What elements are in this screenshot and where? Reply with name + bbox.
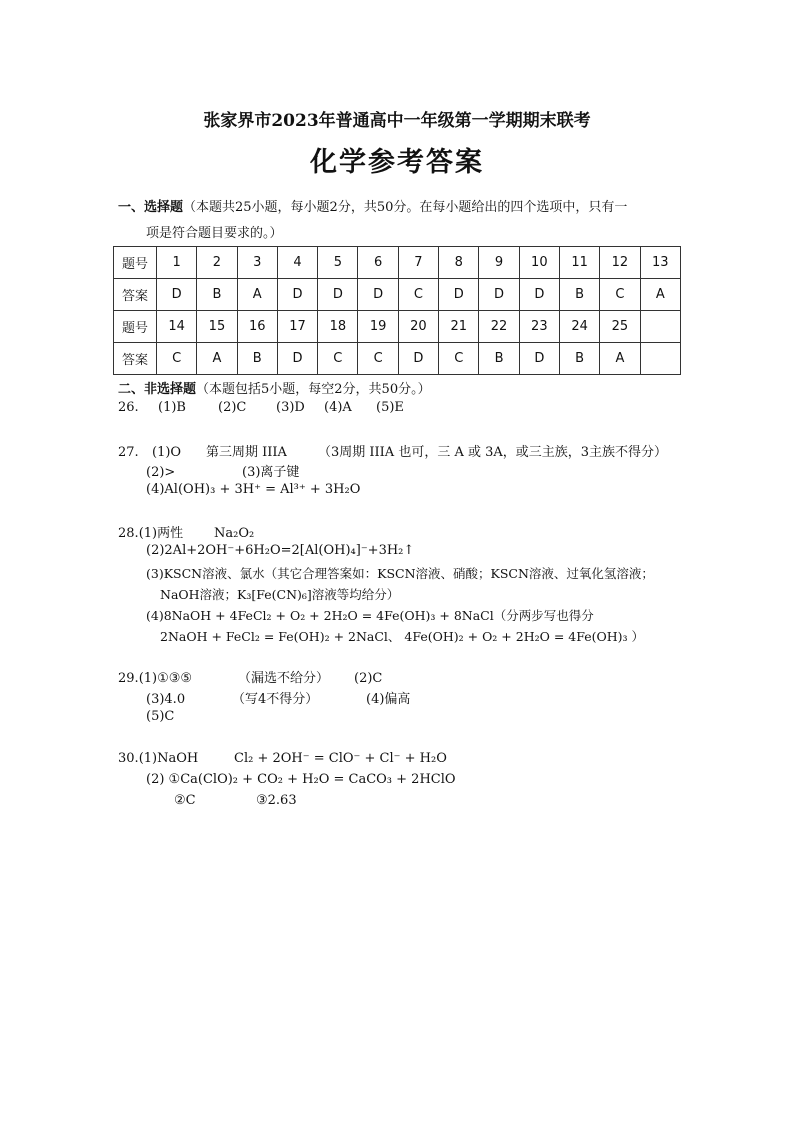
question-number-cell: 4 [277, 247, 317, 279]
q28-answer-2: (2)2Al+2OH⁻+6H₂O=2[Al(OH)₄]⁻+3H₂↑ [146, 543, 415, 558]
question-row [114, 311, 681, 343]
section1-desc-line2: 项是符合题目要求的。） [146, 226, 283, 241]
question-number-cell: 10 [519, 247, 559, 279]
q30-line1 [118, 751, 447, 766]
question-number-cell: 7 [398, 247, 438, 279]
answer-cell: D [157, 279, 197, 311]
q26-line [118, 400, 404, 415]
answer-cell: D [519, 279, 559, 311]
q27-line1 [118, 441, 667, 460]
answer-cell: B [197, 279, 237, 311]
answer-cell: A [197, 343, 237, 375]
question-number-cell: 15 [197, 311, 237, 343]
section2-heading: 二、非选择题 [118, 382, 197, 397]
q30-number-and-answer-1 [118, 751, 234, 766]
answer-cell: D [277, 279, 317, 311]
answer-cell: C [157, 343, 197, 375]
answer-cell: D [318, 279, 358, 311]
q29-answer-2: (2)C [354, 671, 383, 686]
answer-cell: D [439, 279, 479, 311]
answer-cell: D [398, 343, 438, 375]
answer-cell: D [479, 279, 519, 311]
q28-answer-4a: (4)8NaOH + 4FeCl₂ + O₂ + 2H₂O = 4Fe(OH)₃ + 8NaCl（分两步写也得分 [146, 608, 594, 623]
question-number-cell: 23 [519, 311, 559, 343]
q30-answer-1: (1)NaOH [138, 751, 199, 766]
answer-cell: A [600, 343, 640, 375]
answer-row [114, 279, 681, 311]
q26-number: 26. [118, 400, 139, 415]
q27-line2 [146, 461, 299, 480]
q29-answer-1: (1)①③⑤ [138, 671, 193, 686]
answer-cell: C [358, 343, 398, 375]
answer-cell: C [439, 343, 479, 375]
q28-number-and-answer-1 [118, 522, 214, 541]
row-header: 答案 [114, 343, 157, 375]
q30-answer-2: (2) ①Ca(ClO)₂ + CO₂ + H₂O = CaCO₃ + 2HClO [146, 772, 456, 787]
q29-answer-5: (5)C [146, 709, 175, 724]
answer-cell: C [318, 343, 358, 375]
question-number-cell: 14 [157, 311, 197, 343]
answer-cell: A [237, 279, 277, 311]
question-number-cell: 24 [559, 311, 599, 343]
answer-cell: D [277, 343, 317, 375]
q28-answer-3b: NaOH溶液；K₃[Fe(CN)₆]溶液等均给分） [160, 587, 400, 602]
question-number-cell: 16 [237, 311, 277, 343]
question-number-cell: 1 [157, 247, 197, 279]
q28-answer-1: (1)两性 [138, 526, 184, 541]
answer-table [113, 246, 681, 375]
answer-cell: B [479, 343, 519, 375]
question-number-cell: 5 [318, 247, 358, 279]
q27-answer-1b: 第三周期 IIIA [206, 445, 287, 460]
q29-number: 29. [118, 671, 139, 686]
q29-number-and-answer-1 [118, 671, 238, 686]
question-row [114, 247, 681, 279]
section2-desc: （本题包括5小题，每空2分，共50分。） [196, 382, 431, 397]
section1-heading: 一、选择题 [118, 200, 184, 215]
q30-answer-1b: Cl₂ + 2OH⁻ = ClO⁻ + Cl⁻ + H₂O [234, 751, 447, 766]
question-number-cell [640, 311, 680, 343]
q28-number: 28. [118, 526, 139, 541]
answer-cell: C [398, 279, 438, 311]
answer-cell: B [559, 279, 599, 311]
q29-answer-4: (4)偏高 [366, 692, 411, 707]
question-number-cell: 21 [439, 311, 479, 343]
question-number-cell: 3 [237, 247, 277, 279]
question-number-cell: 25 [600, 311, 640, 343]
q27-answer-3: (3)离子键 [242, 465, 300, 480]
q26-answer-1: (1)B [158, 400, 186, 415]
q30-number: 30. [118, 751, 139, 766]
answer-cell: C [600, 279, 640, 311]
question-number-cell: 11 [559, 247, 599, 279]
answer-row [114, 343, 681, 375]
question-number-cell: 6 [358, 247, 398, 279]
q29-line1 [118, 667, 382, 686]
question-number-cell: 19 [358, 311, 398, 343]
section1-line1 [118, 196, 627, 215]
q29-answer-1-note: （漏选不给分） [238, 671, 330, 686]
question-number-cell: 12 [600, 247, 640, 279]
q27-answer-1: (1)O [152, 445, 182, 460]
section1-desc: （本题共25小题，每小题2分，共50分。在每小题给出的四个选项中，只有一 [183, 200, 628, 215]
q26-answer-2: (2)C [218, 400, 247, 415]
q29-line2 [146, 688, 410, 707]
q26-answer-3: (3)D [276, 400, 305, 415]
question-number-cell: 20 [398, 311, 438, 343]
answer-cell [640, 343, 680, 375]
question-number-cell: 8 [439, 247, 479, 279]
q27-answer-4: (4)Al(OH)₃ + 3H⁺ = Al³⁺ + 3H₂O [146, 482, 361, 497]
question-number-cell: 9 [479, 247, 519, 279]
q27-answer-2: (2)> [146, 465, 176, 480]
q28-answer-1b: Na₂O₂ [214, 526, 255, 541]
answer-cell: B [559, 343, 599, 375]
answer-cell: B [237, 343, 277, 375]
q30-answer-2c: ③2.63 [256, 793, 297, 808]
question-number-cell: 2 [197, 247, 237, 279]
q30-line3 [174, 793, 297, 808]
q26-answer-5: (5)E [376, 400, 404, 415]
q28-answer-3a: (3)KSCN溶液、氯水（其它合理答案如：KSCN溶液、硝酸；KSCN溶液、过氧化氢溶液； [146, 566, 654, 581]
row-header: 题号 [114, 311, 157, 343]
q27-number: 27. [118, 445, 139, 460]
question-number-cell: 22 [479, 311, 519, 343]
answer-cell: A [640, 279, 680, 311]
q26-answer-4: (4)A [324, 400, 352, 415]
row-header: 题号 [114, 247, 157, 279]
question-number-cell: 17 [277, 311, 317, 343]
page-title: 化学参考答案 [310, 147, 484, 178]
q27-answer-1-note: （3周期 IIIA 也可，三 A 或 3A，或三主族，3主族不得分） [318, 445, 668, 460]
answer-cell: D [519, 343, 559, 375]
section2-line [118, 378, 431, 397]
exam-subtitle: 张家界市2023年普通高中一年级第一学期期末联考 [203, 111, 591, 131]
answer-cell: D [358, 279, 398, 311]
q28-line1 [118, 522, 254, 541]
q28-answer-4b: 2NaOH + FeCl₂ = Fe(OH)₂ + 2NaCl、 4Fe(OH)₂ + O₂ + 2H₂O = 4Fe(OH)₃ ） [160, 629, 645, 644]
question-number-cell: 13 [640, 247, 680, 279]
q29-answer-3-note: （写4不得分） [232, 692, 319, 707]
q30-answer-2b: ②C [174, 793, 196, 808]
q29-answer-3: (3)4.0 [146, 692, 186, 707]
question-number-cell: 18 [318, 311, 358, 343]
row-header: 答案 [114, 279, 157, 311]
